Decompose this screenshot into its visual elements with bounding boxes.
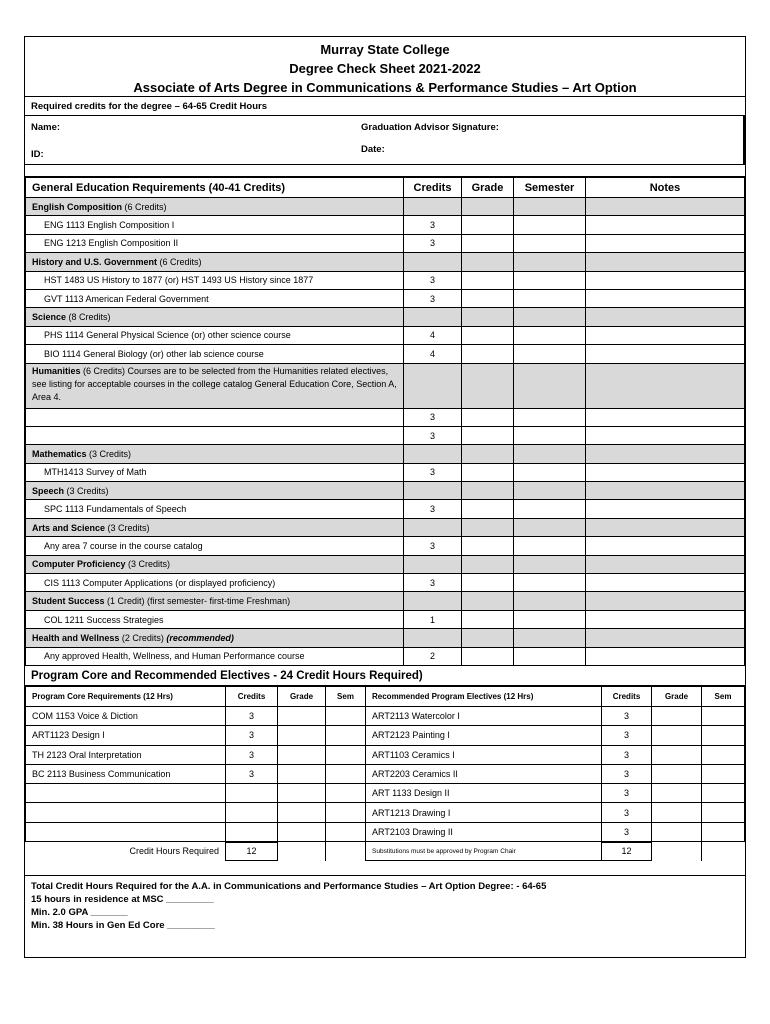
elective-credits: 3: [602, 784, 652, 803]
elective-sem-cell[interactable]: [702, 726, 745, 745]
grade-cell[interactable]: [462, 326, 514, 344]
elect-col-sem: Sem: [702, 686, 745, 706]
course-row: [26, 610, 745, 628]
course-name: MTH1413 Survey of Math: [26, 463, 404, 481]
required-credits: Required credits for the degree – 64-65 Credit Hours: [25, 97, 745, 116]
semester-cell[interactable]: [514, 408, 586, 426]
elective-grade-cell[interactable]: [652, 803, 702, 822]
elective-credits: 3: [602, 726, 652, 745]
category-label: Speech (3 Credits): [26, 482, 404, 500]
course-name: HST 1483 US History to 1877 (or) HST 1493 US History since 1877: [26, 271, 404, 289]
course-row: [26, 271, 745, 289]
grade-cell[interactable]: [462, 271, 514, 289]
elective-credits: 3: [602, 706, 652, 725]
category-label: Mathematics (3 Credits): [26, 445, 404, 463]
course-name: ENG 1113 English Composition I: [26, 216, 404, 234]
elect-header: Recommended Program Electives (12 Hrs): [366, 686, 602, 706]
core-grade-cell[interactable]: [278, 706, 326, 725]
core-course: [26, 803, 226, 822]
grade-cell[interactable]: [462, 500, 514, 518]
semester-cell[interactable]: [514, 271, 586, 289]
core-credits: [226, 822, 278, 841]
footer-requirements: [25, 875, 745, 932]
student-info: [25, 116, 745, 165]
sheet-title: Degree Check Sheet 2021-2022: [289, 61, 481, 76]
gen-ed-header: [26, 178, 745, 198]
program-row: [26, 784, 745, 803]
semester-cell[interactable]: [514, 426, 586, 444]
course-row: [26, 463, 745, 481]
elective-sem-cell[interactable]: [702, 784, 745, 803]
advisor-signature-label: Graduation Advisor Signature:: [361, 122, 499, 133]
core-sem-cell[interactable]: [326, 764, 366, 783]
elective-course: ART2123 Painting I: [366, 726, 602, 745]
grade-cell[interactable]: [462, 574, 514, 592]
col-notes: Notes: [586, 178, 745, 198]
category-row: [26, 363, 745, 408]
id-label: ID:: [31, 149, 44, 160]
core-total: 12: [226, 842, 278, 861]
col-grade: Grade: [462, 178, 514, 198]
core-col-grade: Grade: [278, 686, 326, 706]
core-sem-cell[interactable]: [326, 822, 366, 841]
course-credits: 3: [404, 574, 462, 592]
core-course: [26, 822, 226, 841]
notes-cell[interactable]: [586, 289, 745, 307]
core-grade-cell[interactable]: [278, 803, 326, 822]
core-col-credits: Credits: [226, 686, 278, 706]
category-row: [26, 482, 745, 500]
core-grade-cell[interactable]: [278, 764, 326, 783]
elective-course: ART2113 Watercolor I: [366, 706, 602, 725]
program-row: [26, 764, 745, 783]
elective-sem-cell[interactable]: [702, 803, 745, 822]
notes-cell[interactable]: [586, 408, 745, 426]
notes-cell[interactable]: [586, 537, 745, 555]
core-grade-cell[interactable]: [278, 726, 326, 745]
elective-course: ART2203 Ceramics II: [366, 764, 602, 783]
core-grade-cell[interactable]: [278, 745, 326, 764]
course-row: [26, 216, 745, 234]
notes-cell[interactable]: [586, 345, 745, 363]
course-row: [26, 647, 745, 665]
core-credits: [226, 803, 278, 822]
program-row: [26, 706, 745, 725]
elective-grade-cell[interactable]: [652, 706, 702, 725]
notes-cell[interactable]: [586, 234, 745, 252]
footer-total: Total Credit Hours Required for the A.A. in Communications and Performance Studies – Art Option Degree: - 64-65: [31, 881, 547, 893]
course-row: [26, 574, 745, 592]
grade-cell[interactable]: [462, 345, 514, 363]
course-credits: 4: [404, 345, 462, 363]
elective-credits: 3: [602, 745, 652, 764]
degree-title: Associate of Arts Degree in Communications & Performance Studies – Art Option: [133, 80, 637, 95]
course-name: SPC 1113 Fundamentals of Speech: [26, 500, 404, 518]
elective-sem-cell[interactable]: [702, 822, 745, 841]
program-title: Program Core and Recommended Electives - 24 Credit Hours Required): [25, 666, 745, 686]
credit-hours-row: [26, 842, 745, 861]
semester-cell[interactable]: [514, 647, 586, 665]
semester-cell[interactable]: [514, 345, 586, 363]
program-row: [26, 822, 745, 841]
course-row: [26, 345, 745, 363]
course-row: [26, 289, 745, 307]
course-credits: 3: [404, 537, 462, 555]
course-credits: 3: [404, 271, 462, 289]
core-grade-cell[interactable]: [278, 784, 326, 803]
category-row: [26, 592, 745, 610]
core-course: COM 1153 Voice & Diction: [26, 706, 226, 725]
course-credits: 2: [404, 647, 462, 665]
course-name: PHS 1114 General Physical Science (or) other science course: [26, 326, 404, 344]
category-label: English Composition (6 Credits): [26, 198, 404, 216]
category-row: [26, 253, 745, 271]
elective-credits: 3: [602, 803, 652, 822]
course-name: GVT 1113 American Federal Government: [26, 289, 404, 307]
notes-cell[interactable]: [586, 574, 745, 592]
category-row: [26, 198, 745, 216]
semester-cell[interactable]: [514, 326, 586, 344]
college-name: Murray State College: [320, 42, 450, 57]
course-name: Any approved Health, Wellness, and Human Performance course: [26, 647, 404, 665]
core-course: [26, 784, 226, 803]
elect-col-credits: Credits: [602, 686, 652, 706]
program-row: [26, 745, 745, 764]
gen-ed-table: [25, 177, 745, 666]
category-row: [26, 308, 745, 326]
course-credits: 3: [404, 426, 462, 444]
notes-cell[interactable]: [586, 500, 745, 518]
category-label: Health and Wellness (2 Credits) (recommended): [26, 629, 404, 647]
category-row: [26, 555, 745, 573]
gen-ed-title: General Education Requirements (40-41 Credits): [26, 178, 404, 198]
footer-gen-ed-hours: Min. 38 Hours in Gen Ed Core _________: [31, 920, 215, 932]
course-row: [26, 408, 745, 426]
notes-cell[interactable]: [586, 426, 745, 444]
notes-cell[interactable]: [586, 216, 745, 234]
course-credits: 3: [404, 234, 462, 252]
elective-sem-cell[interactable]: [702, 764, 745, 783]
core-credits: [226, 784, 278, 803]
semester-cell[interactable]: [514, 234, 586, 252]
category-label: Humanities (6 Credits) Courses are to be selected from the Humanities related electives, see listing for acceptable courses in the college catalog General Education Core, Section A, Area 4.: [26, 363, 404, 408]
elective-credits: 3: [602, 764, 652, 783]
category-label: History and U.S. Government (6 Credits): [26, 253, 404, 271]
grade-cell[interactable]: [462, 610, 514, 628]
program-row: [26, 803, 745, 822]
elective-sem-cell[interactable]: [702, 745, 745, 764]
elective-course: ART1103 Ceramics I: [366, 745, 602, 764]
course-credits: 4: [404, 326, 462, 344]
course-name: COL 1211 Success Strategies: [26, 610, 404, 628]
col-credits: Credits: [404, 178, 462, 198]
name-label: Name:: [31, 122, 61, 133]
course-name: BIO 1114 General Biology (or) other lab science course: [26, 345, 404, 363]
grade-cell[interactable]: [462, 408, 514, 426]
semester-cell[interactable]: [514, 574, 586, 592]
core-credits: 3: [226, 726, 278, 745]
degree-check-sheet: [24, 36, 746, 958]
course-row: [26, 326, 745, 344]
elective-grade-cell[interactable]: [652, 784, 702, 803]
core-header: Program Core Requirements (12 Hrs): [26, 686, 226, 706]
core-sem-cell[interactable]: [326, 706, 366, 725]
grade-cell[interactable]: [462, 234, 514, 252]
course-name: [26, 408, 404, 426]
course-credits: 3: [404, 216, 462, 234]
course-name: ENG 1213 English Composition II: [26, 234, 404, 252]
core-sem-cell[interactable]: [326, 726, 366, 745]
semester-cell[interactable]: [514, 610, 586, 628]
program-table: [25, 686, 745, 861]
elective-course: ART2103 Drawing II: [366, 822, 602, 841]
category-label: Computer Proficiency (3 Credits): [26, 555, 404, 573]
program-header: [26, 686, 745, 706]
course-name: Any area 7 course in the course catalog: [26, 537, 404, 555]
course-credits: 3: [404, 289, 462, 307]
footer-gpa: Min. 2.0 GPA _______: [31, 907, 128, 919]
footer-residence: 15 hours in residence at MSC _________: [31, 894, 214, 906]
credit-hours-label: Credit Hours Required: [26, 842, 226, 861]
course-credits: 1: [404, 610, 462, 628]
core-course: ART1123 Design I: [26, 726, 226, 745]
elective-grade-cell[interactable]: [652, 822, 702, 841]
elective-grade-cell[interactable]: [652, 726, 702, 745]
core-sem-cell[interactable]: [326, 745, 366, 764]
course-credits: 3: [404, 500, 462, 518]
notes-cell[interactable]: [586, 326, 745, 344]
semester-cell[interactable]: [514, 537, 586, 555]
category-row: [26, 518, 745, 536]
substitution-note: Substitutions must be approved by Program Chair: [366, 842, 602, 861]
elective-total: 12: [602, 842, 652, 861]
elective-course: ART1213 Drawing I: [366, 803, 602, 822]
grade-cell[interactable]: [462, 216, 514, 234]
grade-cell[interactable]: [462, 463, 514, 481]
core-sem-cell[interactable]: [326, 784, 366, 803]
grade-cell[interactable]: [462, 647, 514, 665]
semester-cell[interactable]: [514, 500, 586, 518]
notes-cell[interactable]: [586, 463, 745, 481]
category-label: Science (8 Credits): [26, 308, 404, 326]
grade-cell[interactable]: [462, 426, 514, 444]
course-row: [26, 234, 745, 252]
date-label: Date:: [361, 144, 385, 155]
category-row: [26, 629, 745, 647]
course-row: [26, 537, 745, 555]
core-credits: 3: [226, 706, 278, 725]
core-col-sem: Sem: [326, 686, 366, 706]
notes-cell[interactable]: [586, 610, 745, 628]
course-name: [26, 426, 404, 444]
category-label: Arts and Science (3 Credits): [26, 518, 404, 536]
core-grade-cell[interactable]: [278, 822, 326, 841]
category-row: [26, 445, 745, 463]
core-credits: 3: [226, 745, 278, 764]
elect-col-grade: Grade: [652, 686, 702, 706]
core-credits: 3: [226, 764, 278, 783]
core-sem-cell[interactable]: [326, 803, 366, 822]
elective-credits: 3: [602, 822, 652, 841]
course-row: [26, 500, 745, 518]
course-credits: 3: [404, 408, 462, 426]
notes-cell[interactable]: [586, 271, 745, 289]
elective-sem-cell[interactable]: [702, 706, 745, 725]
col-semester: Semester: [514, 178, 586, 198]
semester-cell[interactable]: [514, 216, 586, 234]
semester-cell[interactable]: [514, 463, 586, 481]
program-row: [26, 726, 745, 745]
course-name: CIS 1113 Computer Applications (or displayed proficiency): [26, 574, 404, 592]
course-credits: 3: [404, 463, 462, 481]
course-row: [26, 426, 745, 444]
core-course: BC 2113 Business Communication: [26, 764, 226, 783]
grade-cell[interactable]: [462, 537, 514, 555]
category-label: Student Success (1 Credit) (first semester- first-time Freshman): [26, 592, 404, 610]
elective-grade-cell[interactable]: [652, 764, 702, 783]
notes-cell[interactable]: [586, 647, 745, 665]
core-course: TH 2123 Oral Interpretation: [26, 745, 226, 764]
elective-grade-cell[interactable]: [652, 745, 702, 764]
elective-course: ART 1133 Design II: [366, 784, 602, 803]
semester-cell[interactable]: [514, 289, 586, 307]
sheet-header: [25, 37, 745, 97]
grade-cell[interactable]: [462, 289, 514, 307]
